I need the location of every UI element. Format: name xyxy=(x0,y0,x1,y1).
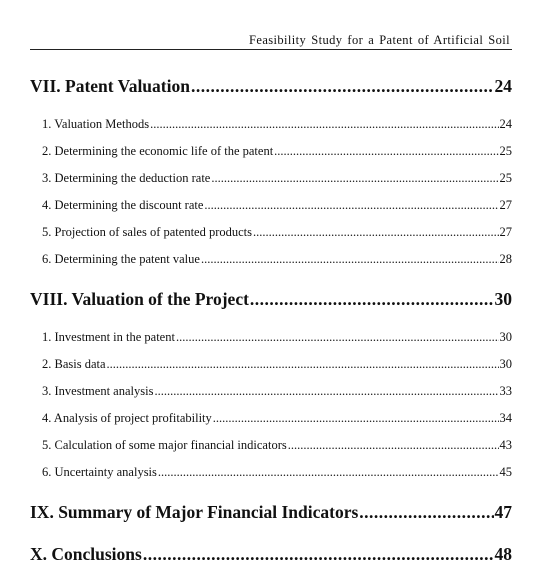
toc-entry-label: 3. Determining the deduction rate xyxy=(42,171,211,185)
toc-entry-label: 5. Calculation of some major financial indicators xyxy=(42,438,287,452)
toc-entry-section xyxy=(42,198,512,213)
toc-dot-leader xyxy=(288,438,499,453)
toc-dot-leader xyxy=(158,465,499,480)
toc-dot-leader xyxy=(176,330,499,345)
toc-entry-label: 6. Uncertainty analysis xyxy=(42,465,157,479)
toc-dot-leader xyxy=(201,252,499,267)
toc-page-number: 28 xyxy=(499,252,512,266)
running-header: Feasibility Study for a Patent of Artificial Soil xyxy=(249,33,510,47)
toc-page-number: 30 xyxy=(499,330,512,344)
toc-entry-section xyxy=(42,384,512,399)
toc-dot-leader xyxy=(150,117,498,132)
toc-entry-section xyxy=(42,252,512,267)
toc-entry-label: 2. Determining the economic life of the patent xyxy=(42,144,274,158)
toc-entry-label: VIII. Valuation of the Project xyxy=(30,289,249,309)
toc-dot-leader xyxy=(359,502,493,523)
toc-dot-leader xyxy=(250,289,494,310)
toc-entry-label: 5. Projection of sales of patented products xyxy=(42,225,253,239)
toc-page-number: 34 xyxy=(499,411,512,425)
toc-entry-label: IX. Summary of Major Financial Indicators xyxy=(30,502,359,522)
toc-dot-leader xyxy=(213,411,499,426)
toc-entry-label: 1. Valuation Methods xyxy=(42,117,150,131)
toc-dot-leader xyxy=(107,357,499,372)
toc-page-number: 25 xyxy=(499,144,512,158)
toc-dot-leader xyxy=(154,384,498,399)
toc-entry-chapter-7 xyxy=(30,76,512,97)
toc-entry-section xyxy=(42,171,512,186)
toc-dot-leader xyxy=(143,544,494,565)
toc-entry-label: 6. Determining the patent value xyxy=(42,252,200,266)
toc-dot-leader xyxy=(211,171,498,186)
toc-page-number: 33 xyxy=(499,384,512,398)
toc-entry-section xyxy=(42,465,512,480)
toc-entry-label: 4. Analysis of project profitability xyxy=(42,411,212,425)
toc-entry-section xyxy=(42,330,512,345)
toc-page-number: 43 xyxy=(499,438,512,452)
toc-entry-section xyxy=(42,144,512,159)
toc-page-number: 27 xyxy=(499,225,512,239)
toc-page-number: 24 xyxy=(499,117,512,131)
toc-page-number: 47 xyxy=(494,502,512,522)
toc-dot-leader xyxy=(253,225,498,240)
toc-entry-section xyxy=(42,438,512,453)
toc-entry-section xyxy=(42,225,512,240)
toc-page-number: 48 xyxy=(494,544,512,564)
toc-dot-leader xyxy=(204,198,498,213)
toc-entry-section xyxy=(42,411,512,426)
toc-entry-label: 4. Determining the discount rate xyxy=(42,198,204,212)
toc-dot-leader xyxy=(274,144,498,159)
toc-entry-label: VII. Patent Valuation xyxy=(30,76,190,96)
toc-page-number: 27 xyxy=(499,198,512,212)
toc-entry-chapter-8 xyxy=(30,289,512,310)
toc-entry-label: 2. Basis data xyxy=(42,357,106,371)
toc-dot-leader xyxy=(191,76,494,97)
toc-page-number: 24 xyxy=(494,76,512,96)
toc-entry-chapter-10 xyxy=(30,544,512,565)
toc-entry-label: X. Conclusions xyxy=(30,544,142,564)
toc-entry-label: 3. Investment analysis xyxy=(42,384,154,398)
toc-page-number: 45 xyxy=(499,465,512,479)
toc-page-number: 30 xyxy=(494,289,512,309)
toc-entry-label: 1. Investment in the patent xyxy=(42,330,175,344)
toc-entry-section xyxy=(42,357,512,372)
toc-page-number: 30 xyxy=(499,357,512,371)
toc-page-number: 25 xyxy=(499,171,512,185)
toc-entry-chapter-9 xyxy=(30,502,512,523)
toc-entry-section xyxy=(42,117,512,132)
